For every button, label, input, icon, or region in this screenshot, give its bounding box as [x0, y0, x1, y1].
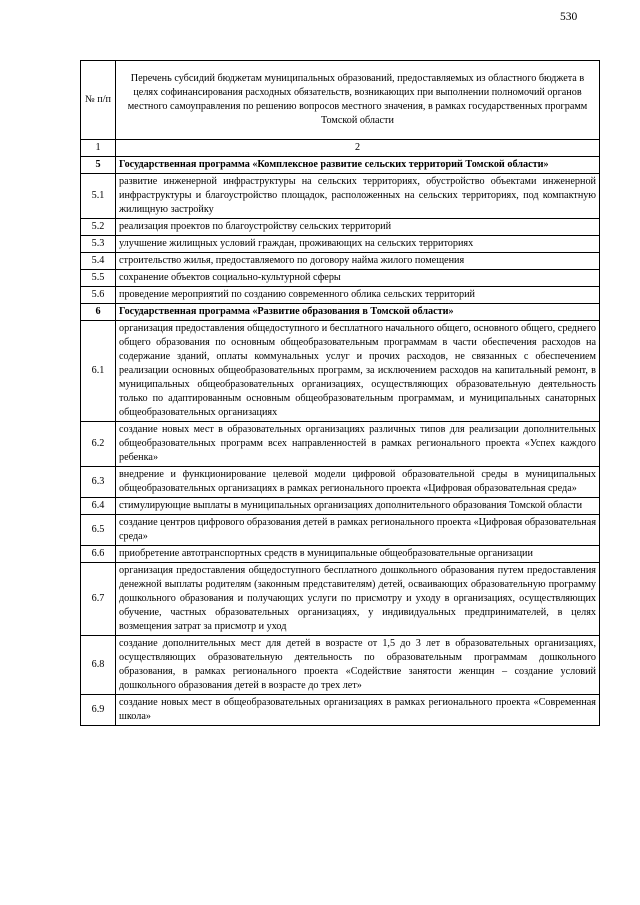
table-row — [81, 219, 600, 236]
table-row — [81, 422, 600, 467]
row-text: стимулирующие выплаты в муниципальных организациях дополнительного образования Томской области — [116, 498, 600, 515]
program-row — [81, 157, 600, 174]
row-text: создание дополнительных мест для детей в возрасте от 1,5 до 3 лет в образовательных организациях, осуществляющих образовательную деятельность по образовательным программам дошкольного образования, в рамках регионального проекта «Содействие занятости женщин – создание условий дошкольного образования детей в возрасте до трех лет» — [116, 636, 600, 695]
table-row — [81, 563, 600, 636]
column-index-row — [81, 140, 600, 157]
table-row — [81, 498, 600, 515]
table-row — [81, 636, 600, 695]
column-header-number: № п/п — [81, 61, 116, 140]
row-number: 6.6 — [81, 546, 116, 563]
page-number: 530 — [560, 11, 578, 23]
table-row — [81, 236, 600, 253]
table-row — [81, 287, 600, 304]
table-row — [81, 467, 600, 498]
row-number: 6.9 — [81, 695, 116, 726]
row-number: 5.3 — [81, 236, 116, 253]
table-row — [81, 174, 600, 219]
row-text: организация предоставления общедоступного и бесплатного начального общего, основного общего, среднего общего образования по основным общеобразовательным программам в части обеспечения расходов на содержание зданий, оплаты коммунальных услуг и прочих расходов, не связанных с обеспечением реализации основных общеобразовательных программ, за исключением расходов на капитальный ремонт, в муниципальных общеобразовательных организациях, осуществляющих образовательную деятельность только по адаптированным основным общеобразовательным программам, и муниципальных санаторных общеобразовательных организациях — [116, 321, 600, 422]
row-number: 5 — [81, 157, 116, 174]
row-number: 5.1 — [81, 174, 116, 219]
row-text: развитие инженерной инфраструктуры на сельских территориях, обустройство объектами инженерной инфраструктуры и благоустройство площадок, расположенных на сельских территориях, под компактную жилищную застройку — [116, 174, 600, 219]
row-number: 6 — [81, 304, 116, 321]
column-header-title: Перечень субсидий бюджетам муниципальных образований, предоставляемых из областного бюджета в целях софинансирования расходных обязательств, возникающих при выполнении полномочий органов местного самоуправления по решению вопросов местного значения, в рамках государственных программ Томской области — [116, 61, 600, 140]
subsidies-table — [80, 60, 600, 726]
row-number: 6.8 — [81, 636, 116, 695]
row-text: строительство жилья, предоставляемого по договору найма жилого помещения — [116, 253, 600, 270]
table-row — [81, 253, 600, 270]
table-row — [81, 695, 600, 726]
program-row — [81, 304, 600, 321]
row-text: сохранение объектов социально-культурной сферы — [116, 270, 600, 287]
row-number: 6.3 — [81, 467, 116, 498]
row-text: реализация проектов по благоустройству сельских территорий — [116, 219, 600, 236]
column-index-2: 2 — [116, 140, 600, 157]
row-number: 6.1 — [81, 321, 116, 422]
row-text: создание новых мест в образовательных организациях различных типов для реализации дополнительных общеобразовательных программ всех направленностей в рамках регионального проекта «Успех каждого ребенка» — [116, 422, 600, 467]
row-number: 5.4 — [81, 253, 116, 270]
row-text: проведение мероприятий по созданию современного облика сельских территорий — [116, 287, 600, 304]
row-number: 6.7 — [81, 563, 116, 636]
row-text: улучшение жилищных условий граждан, проживающих на сельских территориях — [116, 236, 600, 253]
program-title: Государственная программа «Развитие образования в Томской области» — [116, 304, 600, 321]
table-row — [81, 270, 600, 287]
column-index-1: 1 — [81, 140, 116, 157]
row-text: внедрение и функционирование целевой модели цифровой образовательной среды в муниципальных общеобразовательных организациях в рамках регионального проекта «Цифровая образовательная среда» — [116, 467, 600, 498]
row-number: 5.5 — [81, 270, 116, 287]
row-number: 5.6 — [81, 287, 116, 304]
row-text: организация предоставления общедоступного бесплатного дошкольного образования путем предоставления денежной выплаты родителям (законным представителям) детей, осваивающих образовательную программу дошкольного образования и получающих услуги по присмотру и уходу в организациях, осуществляющих обучение, частных образовательных организациях, у индивидуальных предпринимателей, в целях возмещения затрат за присмотр и уход — [116, 563, 600, 636]
row-number: 6.5 — [81, 515, 116, 546]
program-title: Государственная программа «Комплексное развитие сельских территорий Томской области» — [116, 157, 600, 174]
table-row — [81, 546, 600, 563]
table-header-row — [81, 61, 600, 140]
row-number: 6.2 — [81, 422, 116, 467]
row-text: приобретение автотранспортных средств в муниципальные общеобразовательные организации — [116, 546, 600, 563]
table-row — [81, 515, 600, 546]
row-text: создание новых мест в общеобразовательных организациях в рамках регионального проекта «Современная школа» — [116, 695, 600, 726]
row-number: 5.2 — [81, 219, 116, 236]
row-number: 6.4 — [81, 498, 116, 515]
table-row — [81, 321, 600, 422]
row-text: создание центров цифрового образования детей в рамках регионального проекта «Цифровая образовательная среда» — [116, 515, 600, 546]
